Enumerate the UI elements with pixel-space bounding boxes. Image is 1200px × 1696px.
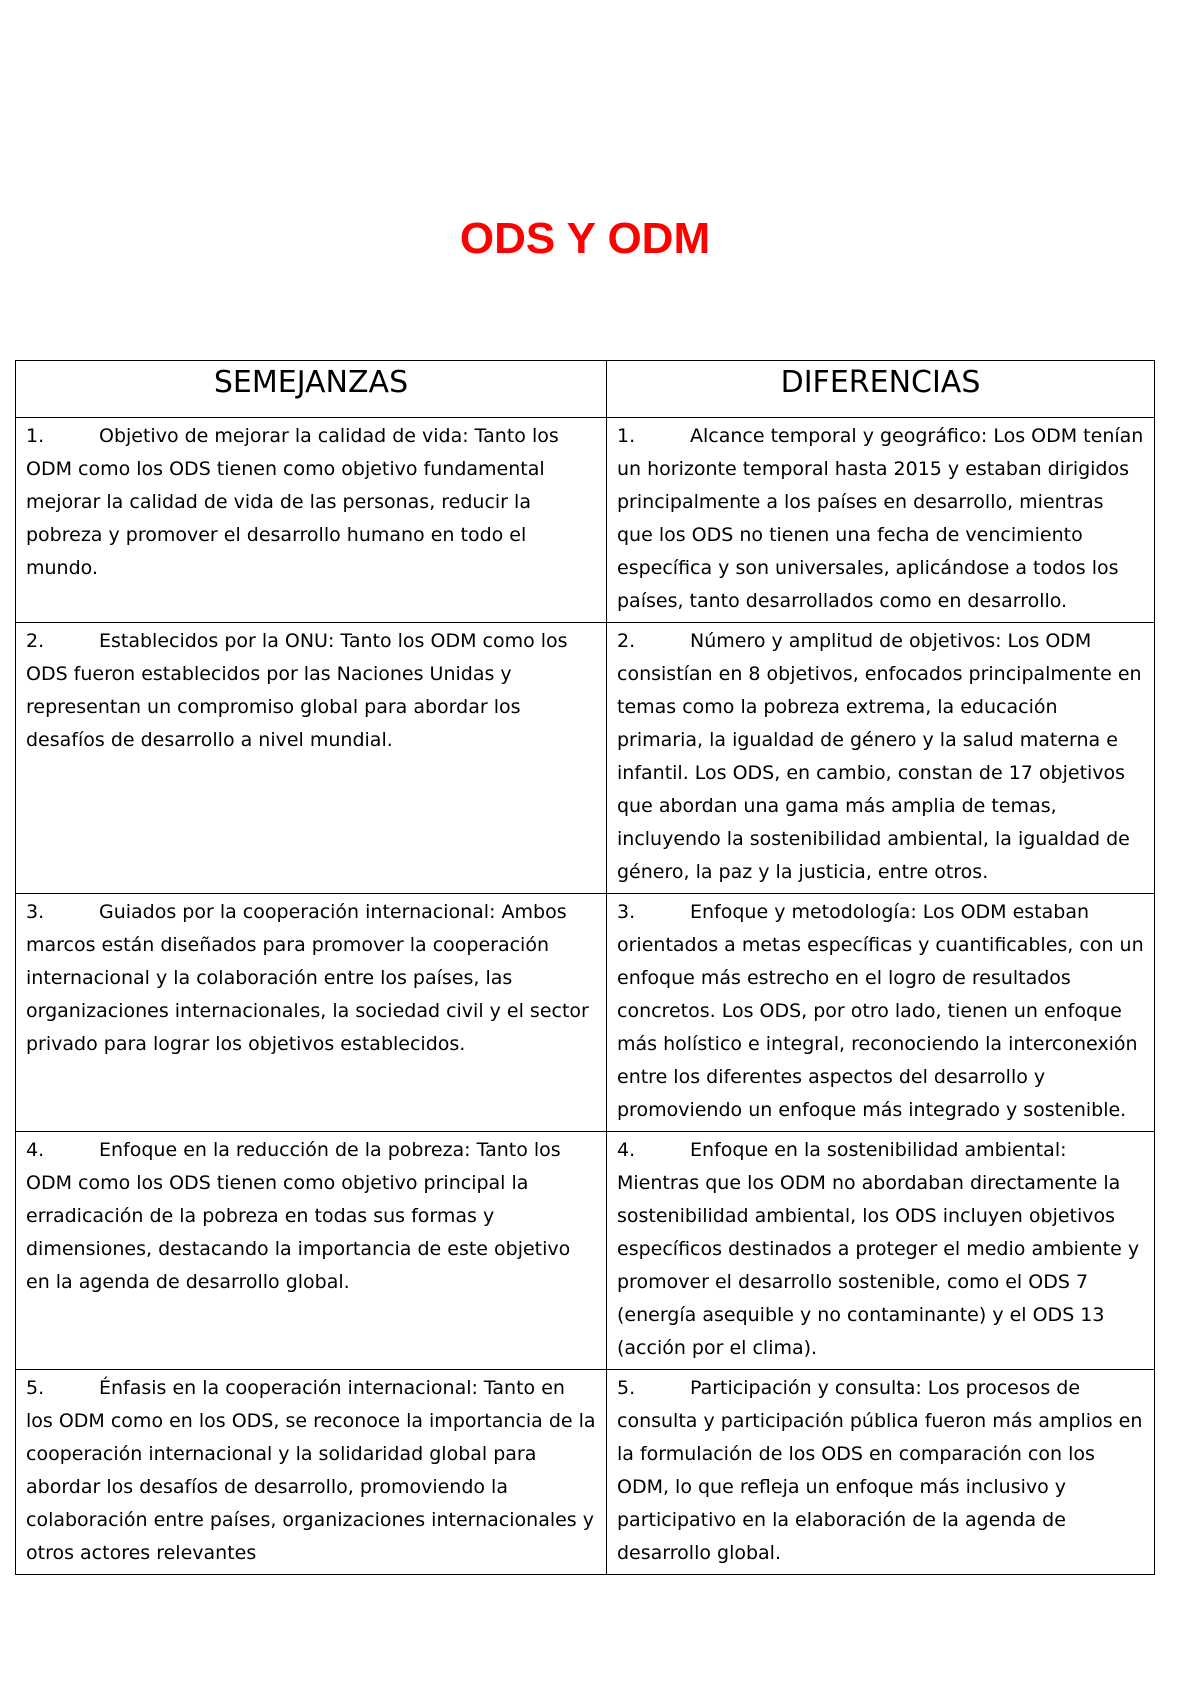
diferencia-cell [607, 623, 1155, 894]
diferencia-text: Alcance temporal y geográfico: Los ODM tenían un horizonte temporal hasta 2015 y estaban dirigidos principalmente a los países en desarrollo, mientras que los ODS no tienen una fecha de vencimiento específica y son universales, aplicándose a todos los países, tanto desarrollados como en desarrollo. [617, 425, 1144, 612]
item-number: 1. [26, 425, 45, 447]
item-number: 5. [26, 1377, 45, 1399]
semejanza-cell [16, 623, 607, 894]
table-row [16, 894, 1155, 1132]
comparison-table [15, 360, 1155, 1575]
diferencia-cell [607, 418, 1155, 623]
column-header-diferencias: DIFERENCIAS [607, 361, 1155, 418]
table-row [16, 418, 1155, 623]
item-number: 2. [617, 630, 636, 652]
semejanza-cell [16, 1370, 607, 1575]
diferencia-cell [607, 894, 1155, 1132]
diferencia-cell [607, 1370, 1155, 1575]
semejanza-cell [16, 1132, 607, 1370]
diferencia-text: Enfoque en la sostenibilidad ambiental: Mientras que los ODM no abordaban directamente la sostenibilidad ambiental, los ODS incluyen objetivos específicos destinados a proteger el medio ambiente y promover el desarrollo sostenible, como el ODS 7 (energía asequible y no contaminante) y el ODS 13 (acción por el clima). [617, 1139, 1140, 1359]
item-number: 5. [617, 1377, 636, 1399]
diferencia-text: Participación y consulta: Los procesos de consulta y participación pública fueron más amplios en la formulación de los ODS en comparación con los ODM, lo que refleja un enfoque más inclusivo y participativo en la elaboración de la agenda de desarrollo global. [617, 1377, 1143, 1564]
diferencia-text: Número y amplitud de objetivos: Los ODM consistían en 8 objetivos, enfocados principalmente en temas como la pobreza extrema, la educación primaria, la igualdad de género y la salud materna e infantil. Los ODS, en cambio, constan de 17 objetivos que abordan una gama más amplia de temas, incluyendo la sostenibilidad ambiental, la igualdad de género, la paz y la justicia, entre otros. [617, 630, 1142, 883]
diferencia-cell [607, 1132, 1155, 1370]
item-number: 4. [617, 1139, 636, 1161]
semejanza-cell [16, 418, 607, 623]
diferencia-text: Enfoque y metodología: Los ODM estaban orientados a metas específicas y cuantificables, con un enfoque más estrecho en el logro de resultados concretos. Los ODS, por otro lado, tienen un enfoque más holístico e integral, reconociendo la interconexión entre los diferentes aspectos del desarrollo y promoviendo un enfoque más integrado y sostenible. [617, 901, 1144, 1121]
table-row [16, 1370, 1155, 1575]
item-number: 1. [617, 425, 636, 447]
item-number: 4. [26, 1139, 45, 1161]
table-header-row [16, 361, 1155, 418]
semejanza-text: Establecidos por la ONU: Tanto los ODM como los ODS fueron establecidos por las Naciones Unidas y representan un compromiso global para abordar los desafíos de desarrollo a nivel mundial. [26, 630, 568, 751]
item-number: 3. [26, 901, 45, 923]
semejanza-text: Enfoque en la reducción de la pobreza: Tanto los ODM como los ODS tienen como objetivo principal la erradicación de la pobreza en todas sus formas y dimensiones, destacando la importancia de este objetivo en la agenda de desarrollo global. [26, 1139, 571, 1293]
item-number: 2. [26, 630, 45, 652]
column-header-semejanzas: SEMEJANZAS [16, 361, 607, 418]
page-title: ODS Y ODM [459, 214, 711, 263]
semejanza-text: Objetivo de mejorar la calidad de vida: Tanto los ODM como los ODS tienen como objetivo fundamental mejorar la calidad de vida de las personas, reducir la pobreza y promover el desarrollo humano en todo el mundo. [26, 425, 559, 579]
table-row [16, 623, 1155, 894]
semejanza-cell [16, 894, 607, 1132]
semejanza-text: Énfasis en la cooperación internacional: Tanto en los ODM como en los ODS, se reconoce la importancia de la cooperación internacional y la solidaridad global para abordar los desafíos de desarrollo, promoviendo la colaboración entre países, organizaciones internacionales y otros actores relevantes [26, 1377, 596, 1564]
item-number: 3. [617, 901, 636, 923]
table-row [16, 1132, 1155, 1370]
semejanza-text: Guiados por la cooperación internacional: Ambos marcos están diseñados para promover la cooperación internacional y la colaboración entre los países, las organizaciones internacionales, la sociedad civil y el sector privado para lograr los objetivos establecidos. [26, 901, 589, 1055]
